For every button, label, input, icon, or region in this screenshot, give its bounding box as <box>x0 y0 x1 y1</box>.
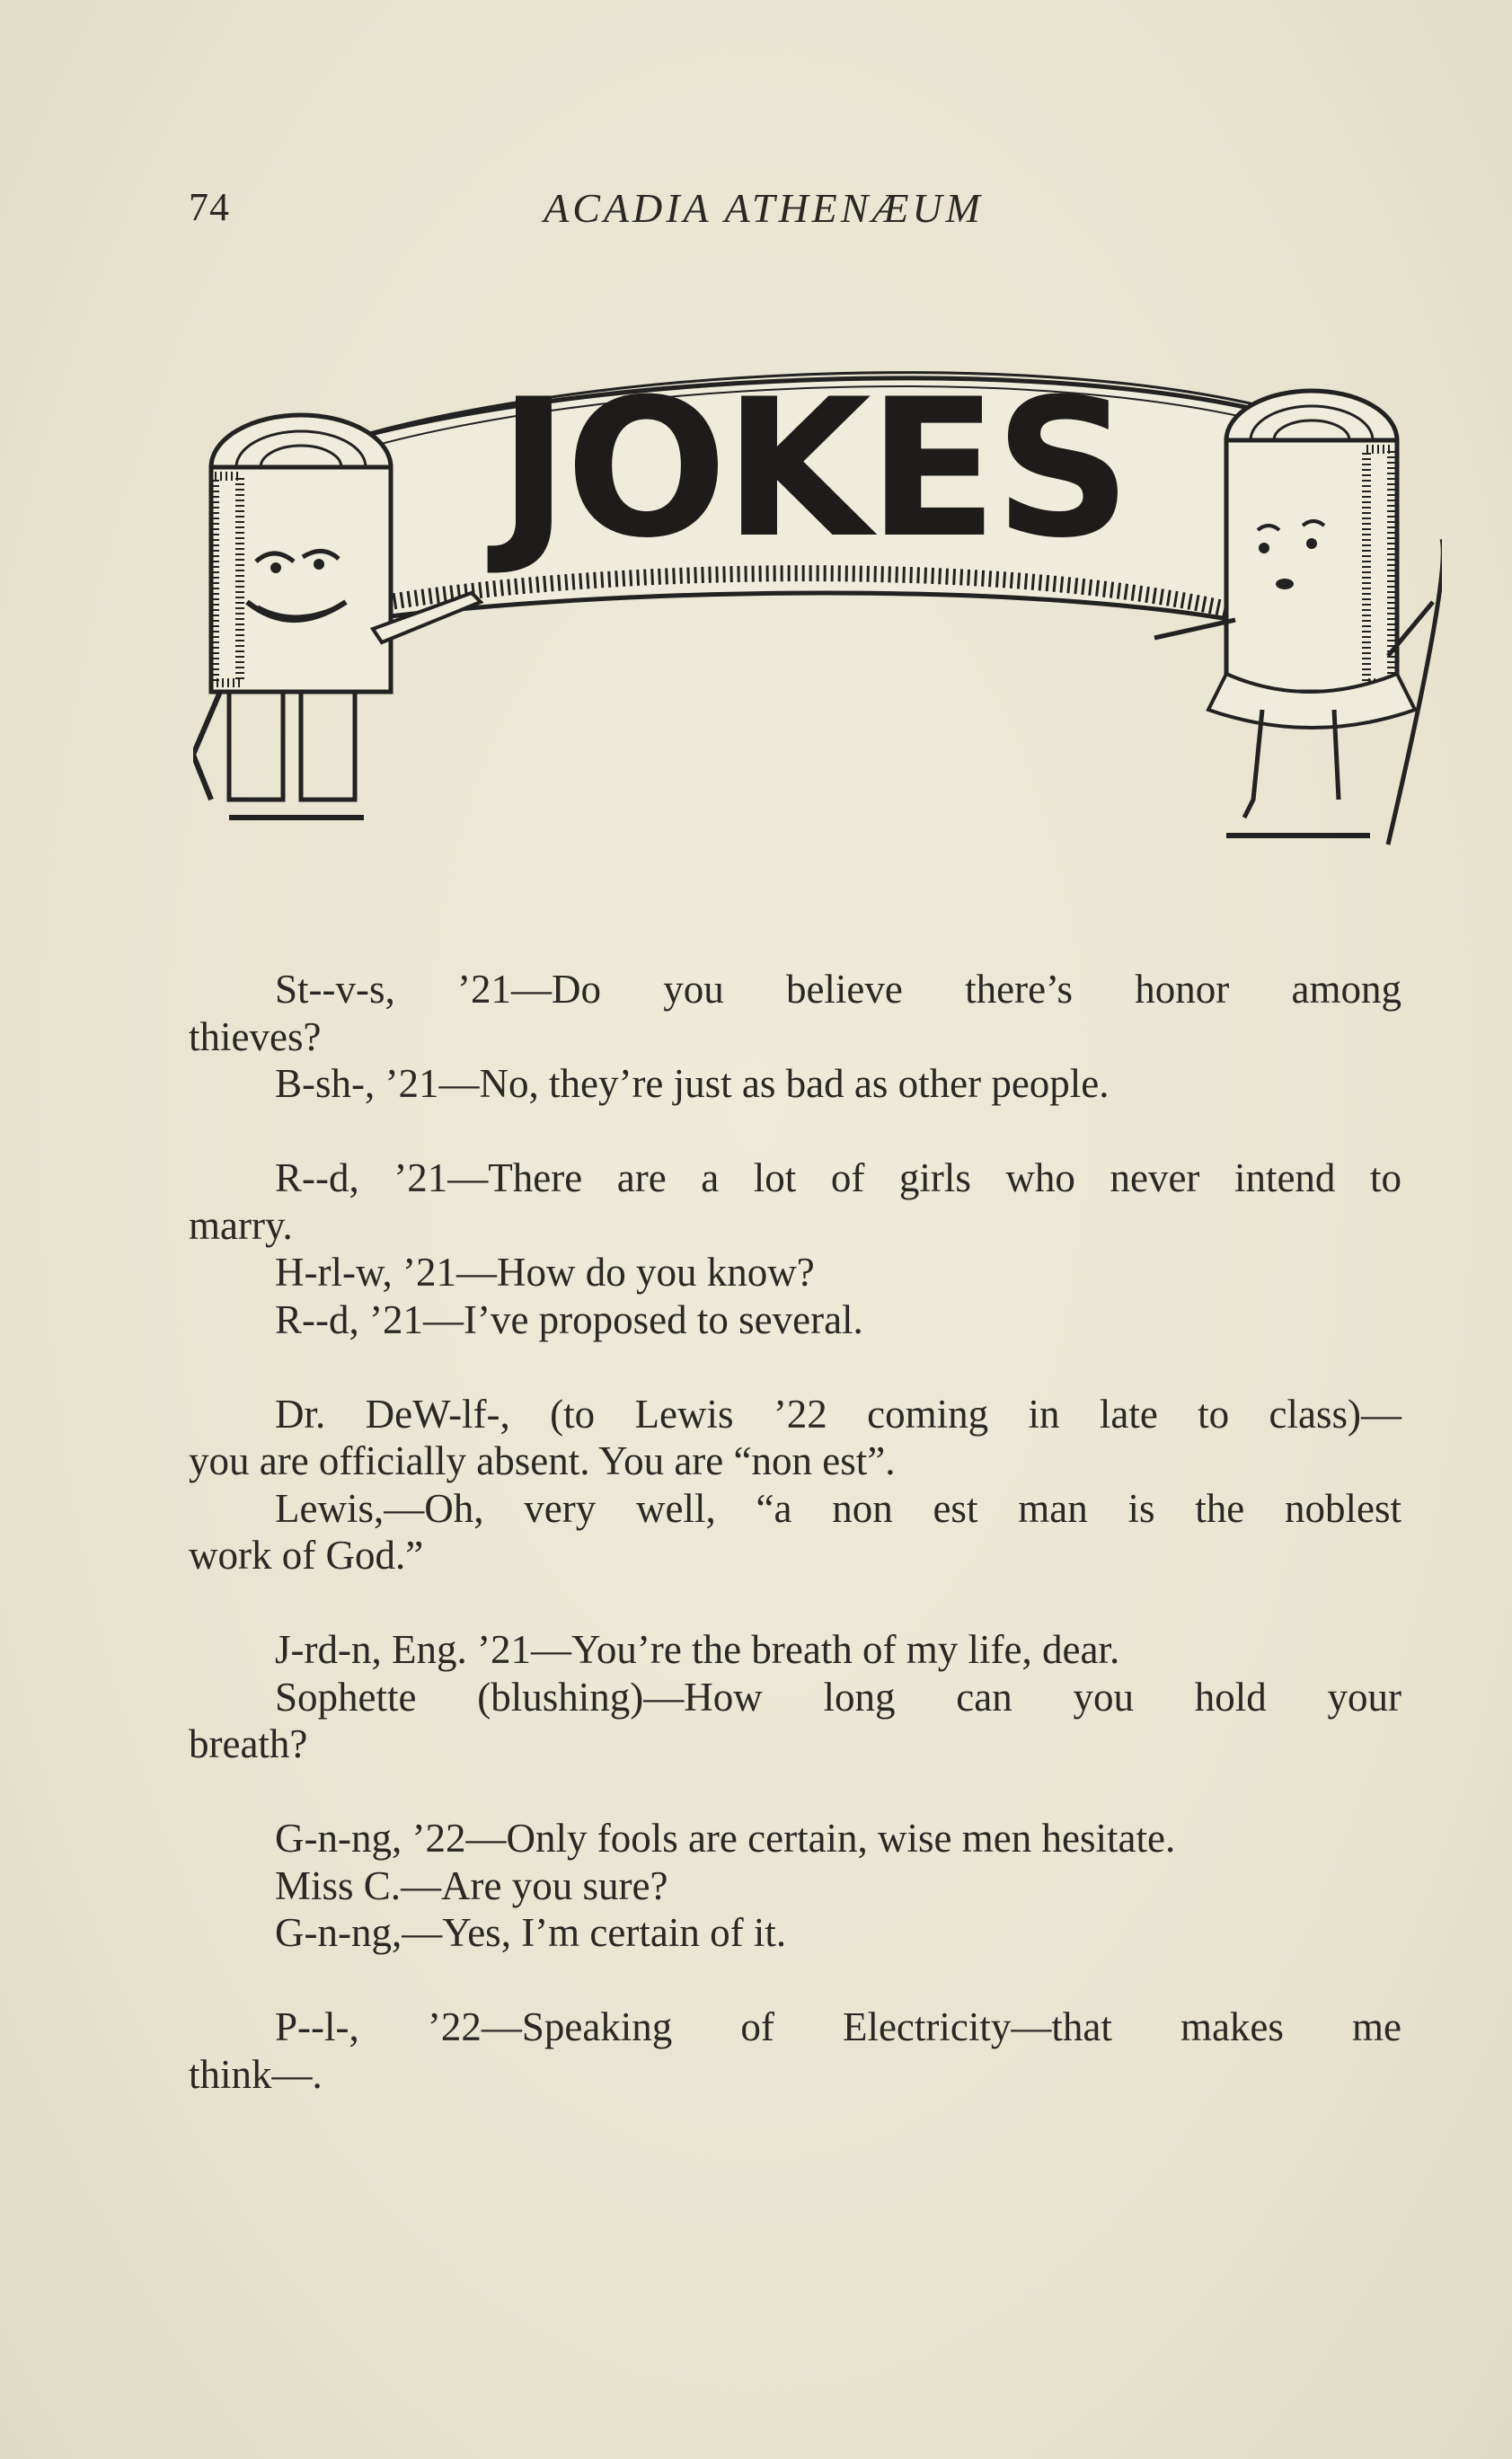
jokes-banner-illustration <box>193 332 1442 889</box>
joke-line: J-rd-n, Eng. ’21—You’re the breath of my life, dear. <box>275 1627 1120 1672</box>
joke-line: H-rl-w, ’21—How do you know? <box>275 1250 815 1295</box>
joke-line-continuation: think—. <box>189 2051 323 2097</box>
joke-line: Sophette (blushing)—How long can you hold your <box>275 1674 1401 1720</box>
jokes-body <box>189 966 1401 2145</box>
joke-block <box>189 1815 1401 1957</box>
joke-line-continuation: breath? <box>189 1721 308 1766</box>
page-number: 74 <box>189 185 230 229</box>
joke-block <box>189 1626 1401 1768</box>
joke-block <box>189 1391 1401 1579</box>
running-head: ACADIA ATHENÆUM <box>544 185 984 231</box>
joke-line: Lewis,—Oh, very well, “a non est man is the noblest <box>275 1485 1401 1531</box>
joke-block <box>189 1154 1401 1343</box>
jokes-title: JOKES <box>498 358 1128 579</box>
joke-line: Miss C.—Are you sure? <box>275 1862 668 1908</box>
joke-line: P--l-, ’22—Speaking of Electricity—that makes me <box>275 2004 1401 2049</box>
joke-line-continuation: you are officially absent. You are “non est”. <box>189 1438 896 1483</box>
joke-block <box>189 966 1401 1108</box>
joke-line: Dr. DeW-lf-, (to Lewis ’22 coming in late to class)— <box>275 1391 1401 1437</box>
joke-line: St--v-s, ’21—Do you believe there’s honor among <box>275 967 1401 1012</box>
joke-line-continuation: work of God.” <box>189 1533 424 1578</box>
joke-line: G-n-ng,—Yes, I’m certain of it. <box>275 1910 787 1955</box>
joke-line: B-sh-, ’21—No, they’re just as bad as other people. <box>275 1061 1110 1106</box>
joke-line-continuation: thieves? <box>189 1013 322 1059</box>
joke-line: G-n-ng, ’22—Only fools are certain, wise men hesitate. <box>275 1816 1176 1861</box>
joke-line: R--d, ’21—I’ve proposed to several. <box>275 1296 863 1342</box>
joke-block <box>189 2003 1401 2098</box>
page-header <box>180 184 1348 247</box>
joke-line: R--d, ’21—There are a lot of girls who never intend to <box>275 1155 1401 1200</box>
joke-line-continuation: marry. <box>189 1202 293 1248</box>
